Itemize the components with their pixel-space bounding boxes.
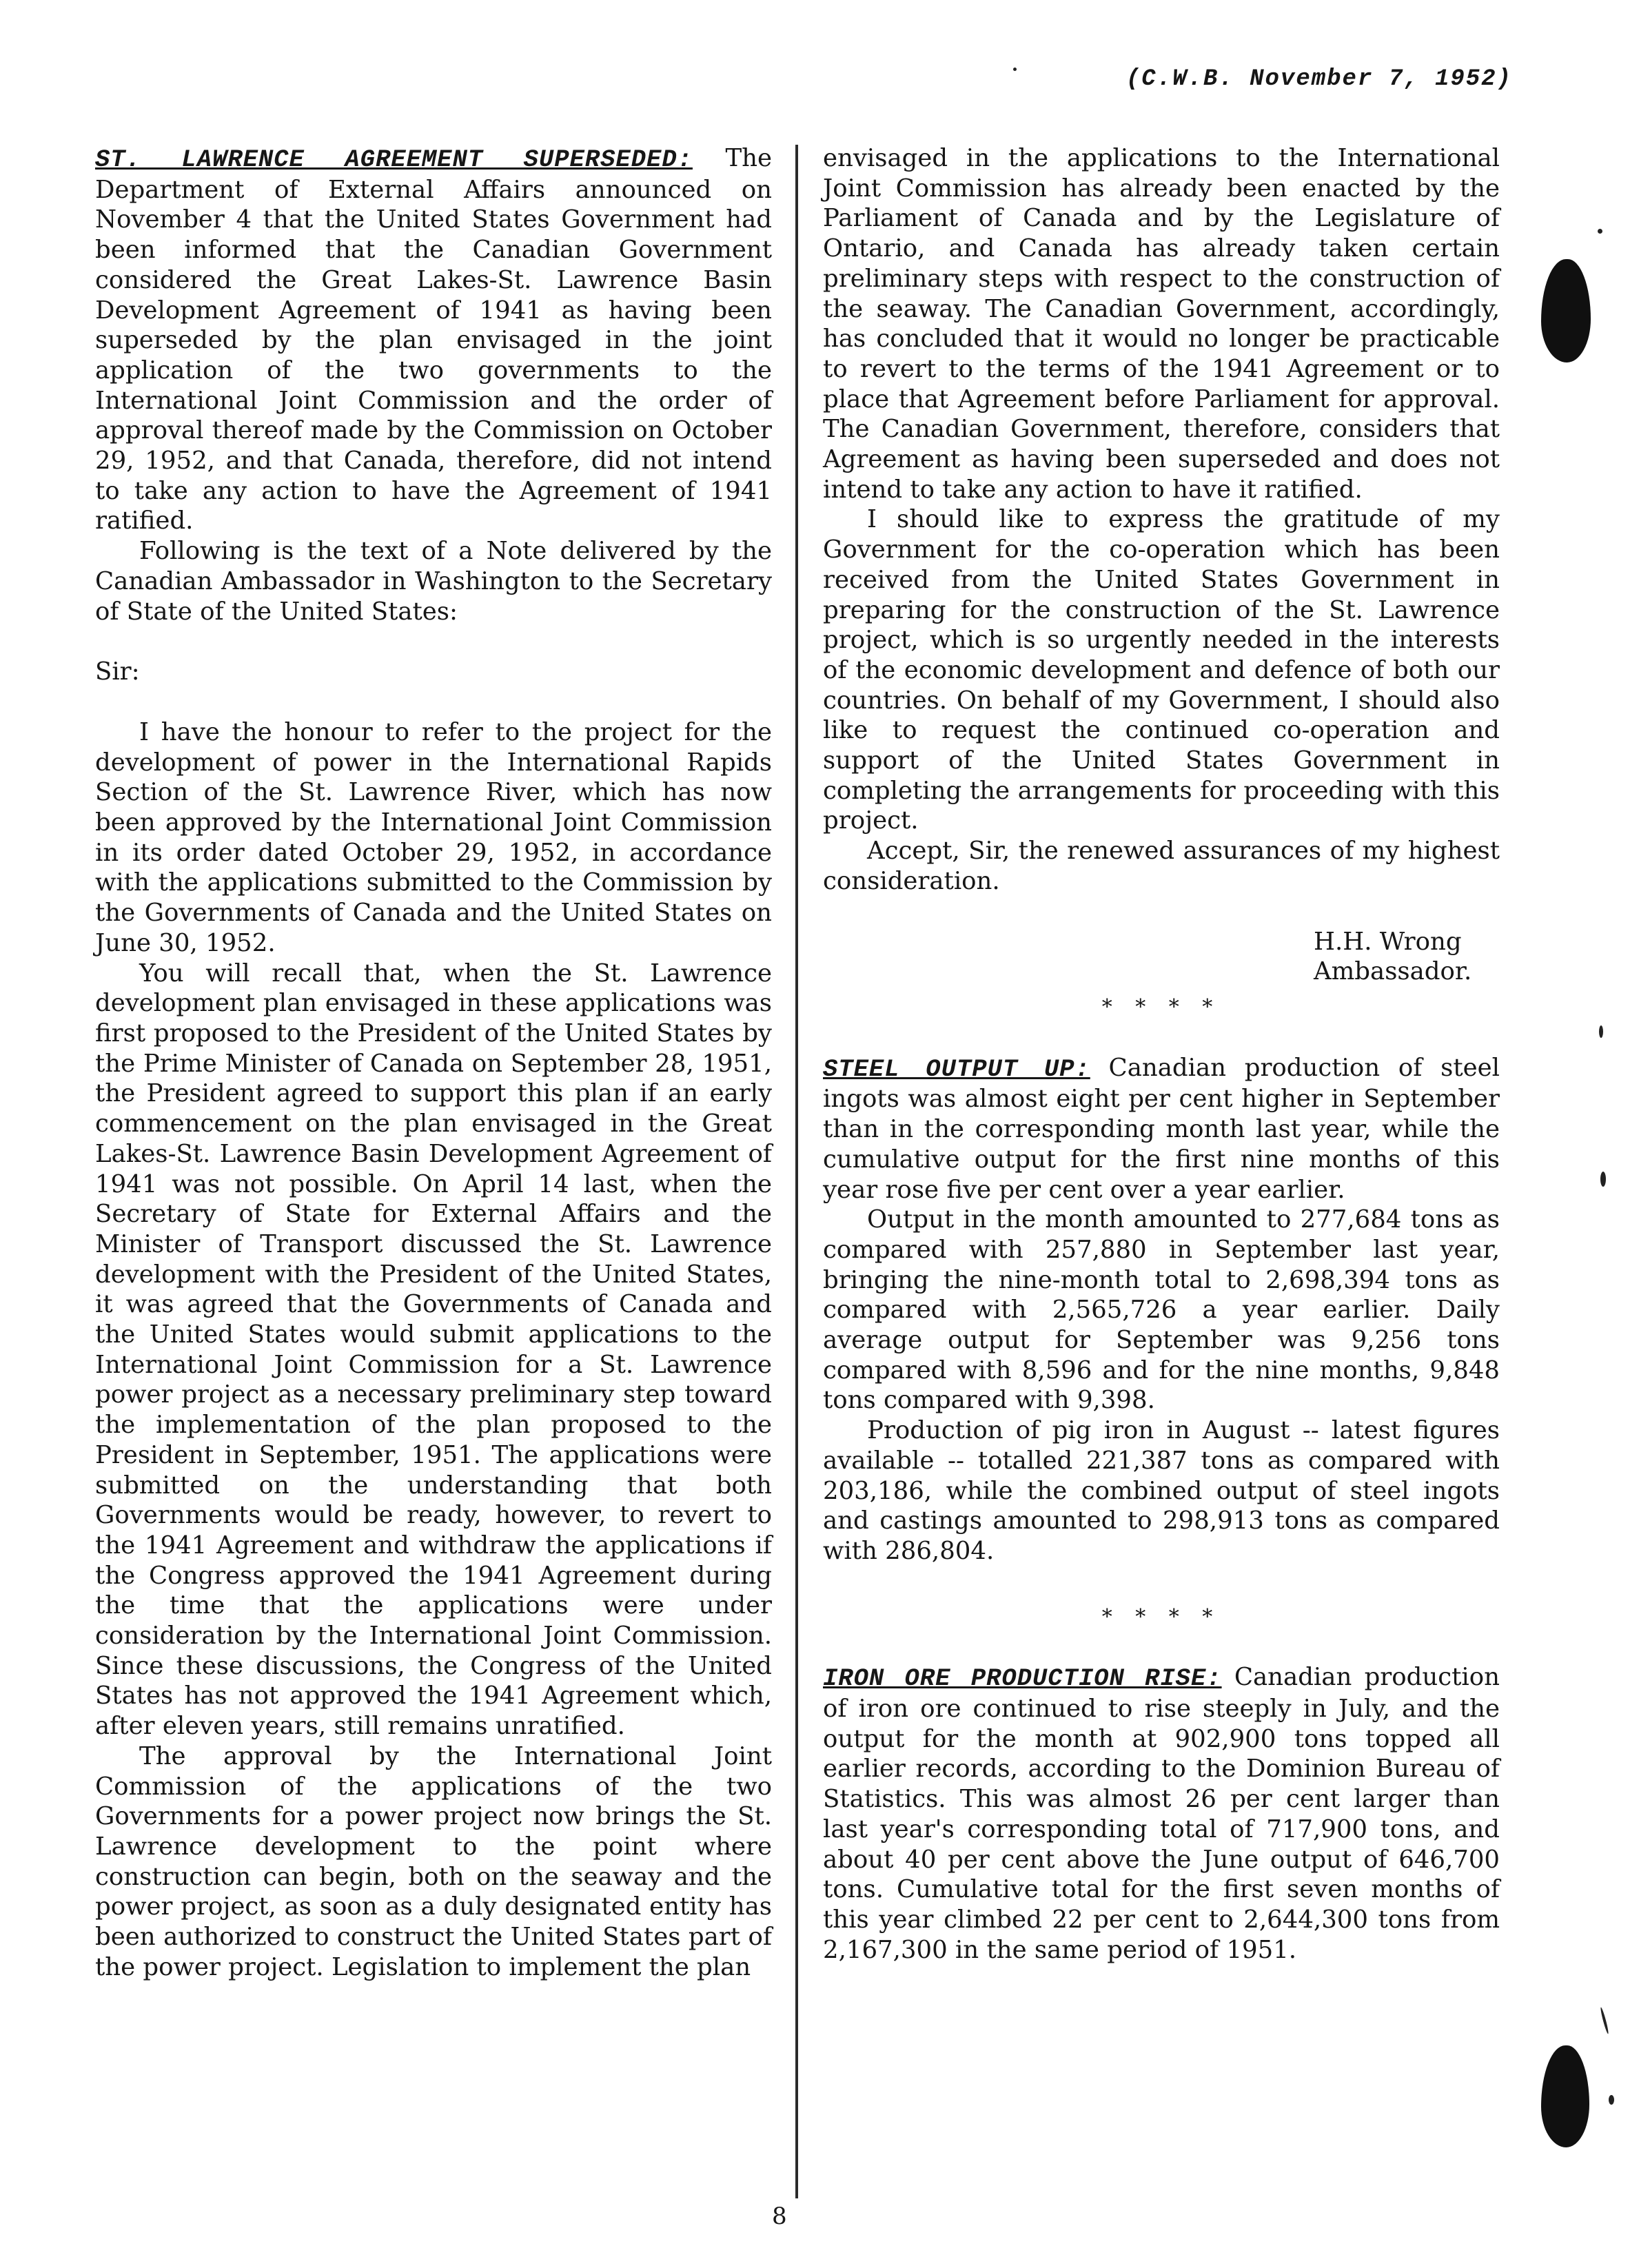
paragraph-recall: You will recall that, when the St. Lawrence development plan envisaged in these applications was first proposed to the President of the United States by the Prime Minister of Canada on September 28, 1951, the President agreed to support this plan if an early commencement on the plan envisaged in the Great Lakes-St. Lawrence Basin Development Agreement of 1941 was not possible. On April 14 last, when the Secretary of State for External Affairs and the Minister of Transport discussed the St. Lawrence development with the President of the United States, it was agreed that the Governments of Canada and the United States would submit applications to the International Joint Commission for a St. Lawrence power project as a necessary preliminary step toward the implementation of the plan proposed to the President in September, 1951. The applications were submitted on the understanding that both Governments would be ready, however, to revert to the 1941 Agreement and withdraw the applications if the Congress approved the 1941 Agreement during the time that the applications were under consideration by the International Joint Commission. Since these discussions, the Congress of the United States has not approved the 1941 Agreement which, after eleven years, still remains unratified. <box>95 959 772 1741</box>
scan-blot-bottom <box>1541 2045 1589 2147</box>
paragraph-gratitude: I should like to express the gratitude of my Government for the co-operation which has been received from the United States Government in preparing for the construction of the St. Lawrence project, which is so urgently needed in the interests of the economic development and defence of both our countries. On behalf of my Government, I should also like to request the continued co-operation and support of the United States Government in completing the arrangements for proceeding with this project. <box>823 505 1500 835</box>
signature-title: Ambassador. <box>1314 957 1472 986</box>
article-st-lawrence-lead <box>95 143 772 536</box>
paragraph-accept: Accept, Sir, the renewed assurances of my highest consideration. <box>823 837 1500 895</box>
salutation: Sir: <box>95 657 140 686</box>
paragraph-honour: I have the honour to refer to the project for the development of power in the International Rapids Section of the St. Lawrence River, which has now been approved by the International Joint Commission in its order dated October 29, 1952, in accordance with the applications submitted to the Commission by the Governments of Canada and the United States on June 30, 1952. <box>95 717 772 957</box>
article-steel-output-lead <box>823 1053 1500 1205</box>
scan-speck <box>1600 1172 1606 1187</box>
scan-speck <box>1013 68 1017 71</box>
scan-blot-top <box>1541 259 1591 362</box>
section-separator: * * * * <box>1101 1604 1221 1629</box>
page-number: 8 <box>772 2203 787 2230</box>
spacer <box>823 1566 1500 1597</box>
paragraph-note-intro: Following is the text of a Note delivered by the Canadian Ambassador in Washington to the Secretary of State of the United States: <box>95 537 772 626</box>
section-separator: * * * * <box>1101 994 1221 1019</box>
paragraph-approval: The approval by the International Joint Commission of the applications of the two Governments for a power project now brings the St. Lawrence development to the point where construction can begin, both on the seaway and the power project, as soon as a duly designated entity has been authorized to construct the United States part of the power project. Legislation to implement the plan <box>95 1741 772 1981</box>
lead-text: Canadian production of iron ore continued to rise steeply in July, and the output for the month at 902,900 tons topped all earlier records, according to the Dominion Bureau of Statistics. This was almost 26 per cent larger than last year's corresponding total of 717,900 tons, and about 40 per cent above the June output of 646,700 tons. Cumulative total for the first seven months of this year climbed 22 per cent to 2,644,300 tons from 2,167,300 in the same period of 1951. <box>823 1663 1500 1964</box>
heading-st-lawrence: ST. LAWRENCE AGREEMENT SUPERSEDED: <box>95 145 693 174</box>
right-column <box>823 143 1500 1965</box>
column-divider <box>795 145 798 2198</box>
heading-steel-output: STEEL OUTPUT UP: <box>823 1054 1090 1083</box>
scan-speck <box>1609 2095 1614 2105</box>
paragraph-pig-iron: Production of pig iron in August -- latest figures available -- totalled 221,387 tons as compared with 203,186, while the combined output of steel ingots and castings amounted to 298,913 tons as compared with 286,804. <box>823 1416 1500 1565</box>
scan-speck <box>1598 229 1602 234</box>
lead-text: Canadian production of steel ingots was almost eight per cent higher in September than in the corresponding month last year, while the cumulative output for the first nine months of this year rose five per cent over a year earlier. <box>823 1053 1500 1204</box>
paragraph-steel-output: Output in the month amounted to 277,684 tons as compared with 257,880 in September last year, bringing the nine-month total to 2,698,394 tons as compared with 2,565,726 a year earlier. Daily average output for September was 9,256 tons compared with 8,596 and for the nine months, 9,848 tons compared with 9,398. <box>823 1205 1500 1415</box>
heading-iron-ore: IRON ORE PRODUCTION RISE: <box>823 1664 1222 1693</box>
left-column <box>95 143 772 1982</box>
signature-block <box>823 927 1500 987</box>
lead-text: The Department of External Affairs announced on November 4 that the United States Government had been informed that the Canadian Government considered the Great Lakes-St. Lawrence Basin Development Agreement of 1941 as having been superseded by the plan envisaged in the joint application of the two governments to the International Joint Commission and the order of approval thereof made by the Commission on October 29, 1952, and that Canada, therefore, did not intend to take any action to have the Agreement of 1941 ratified. <box>95 144 772 535</box>
publication-header: (C.W.B. November 7, 1952) <box>1126 66 1512 92</box>
scan-speck <box>1599 1025 1603 1038</box>
paragraph-continued: envisaged in the applications to the International Joint Commission has already been enacted by the Parliament of Canada and by the Legislature of Ontario, and Canada has already taken certain preliminary steps with respect to the construction of the seaway. The Canadian Government, accordingly, has concluded that it would no longer be practicable to revert to the terms of the 1941 Agreement or to place that Agreement before Parliament for approval. The Canadian Government, therefore, considers that Agreement as having been superseded and does not intend to take any action to have it ratified. <box>823 144 1500 504</box>
signature-name: H.H. Wrong <box>1314 927 1462 956</box>
scan-speck <box>1600 2007 1609 2034</box>
article-iron-ore-lead <box>823 1662 1500 1965</box>
